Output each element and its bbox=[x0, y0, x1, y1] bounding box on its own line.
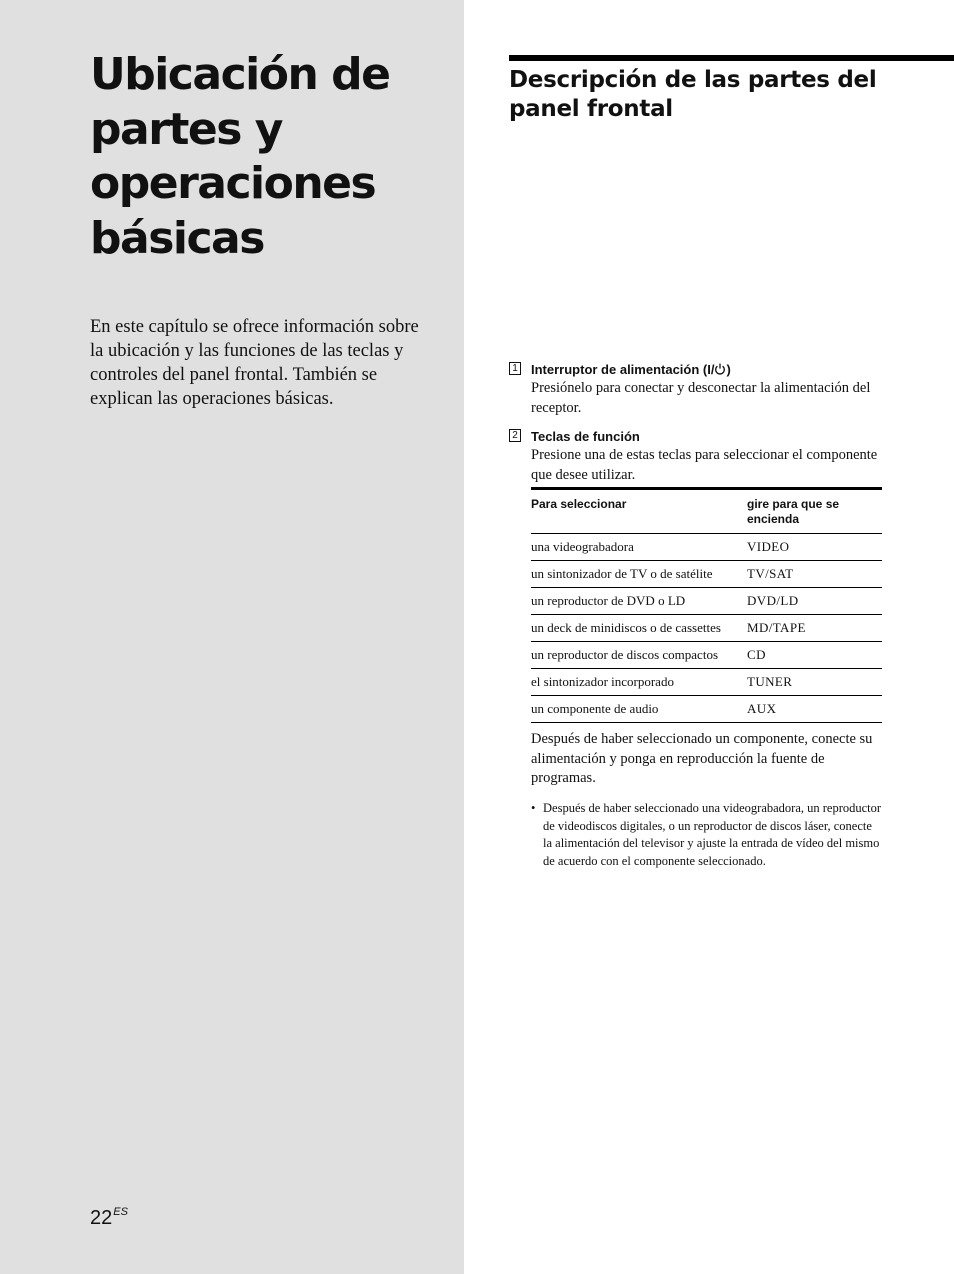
table-cell-key: VIDEO bbox=[747, 534, 882, 561]
power-standby-icon bbox=[714, 363, 726, 375]
page-number-suffix: ES bbox=[113, 1206, 128, 1218]
item-power-switch bbox=[509, 361, 889, 418]
note-text: Después de haber seleccionado una videograbadora, un reproductor de videodiscos digitales, o un reproductor de discos láser, conecte la alimentación del televisor y ajuste la entrada de vídeo del mismo de acuerdo con el componente seleccionado. bbox=[543, 801, 882, 869]
table-row bbox=[531, 669, 882, 696]
table-cell-component: un sintonizador de TV o de satélite bbox=[531, 561, 747, 588]
item-title bbox=[531, 361, 889, 379]
note-bullet: • bbox=[531, 801, 536, 815]
chapter-title: Ubicación de partes y operaciones básicas bbox=[90, 49, 390, 264]
section-title: Descripción de las partes del panel frontal bbox=[509, 67, 877, 122]
note bbox=[531, 800, 882, 871]
table-row bbox=[531, 642, 882, 669]
item-title-suffix: ) bbox=[726, 362, 731, 377]
page-number bbox=[90, 1206, 128, 1230]
item-description: Presione una de estas teclas para seleccionar el componente que desee utilizar. bbox=[531, 447, 878, 483]
table-row bbox=[531, 696, 882, 723]
table-cell-component: el sintonizador incorporado bbox=[531, 669, 747, 696]
item-title: Teclas de función bbox=[531, 429, 640, 444]
item-number-badge: 1 bbox=[509, 362, 521, 375]
section-rule bbox=[509, 55, 954, 61]
function-keys-table bbox=[531, 487, 882, 723]
item-title-prefix: Interruptor de alimentación (I/ bbox=[531, 362, 715, 377]
table-cell-component: una videograbadora bbox=[531, 534, 747, 561]
page-number-value: 22 bbox=[90, 1207, 113, 1229]
table-cell-component: un deck de minidiscos o de cassettes bbox=[531, 615, 747, 642]
item-number-badge: 2 bbox=[509, 429, 521, 442]
table-header-cell: Para seleccionar bbox=[531, 489, 747, 534]
table-cell-key: CD bbox=[747, 642, 882, 669]
table-header-cell: gire para que se encienda bbox=[747, 489, 882, 534]
table-cell-key: MD/TAPE bbox=[747, 615, 882, 642]
item-description: Presiónelo para conectar y desconectar la alimentación del receptor. bbox=[531, 380, 871, 416]
table-row bbox=[531, 615, 882, 642]
table-cell-key: TV/SAT bbox=[747, 561, 882, 588]
table-row bbox=[531, 588, 882, 615]
table-header-row bbox=[531, 489, 882, 534]
chapter-intro: En este capítulo se ofrece información sobre la ubicación y las funciones de las teclas y controles del panel frontal. También se explican las operaciones básicas. bbox=[90, 317, 419, 409]
table-cell-key: DVD/LD bbox=[747, 588, 882, 615]
after-selection-text: Después de haber seleccionado un componente, conecte su alimentación y ponga en reproducción la fuente de programas. bbox=[531, 731, 873, 786]
item-function-keys bbox=[509, 428, 889, 485]
table-cell-key: AUX bbox=[747, 696, 882, 723]
table-cell-key: TUNER bbox=[747, 669, 882, 696]
table-row bbox=[531, 561, 882, 588]
table-row bbox=[531, 534, 882, 561]
table-cell-component: un componente de audio bbox=[531, 696, 747, 723]
table-cell-component: un reproductor de discos compactos bbox=[531, 642, 747, 669]
table-cell-component: un reproductor de DVD o LD bbox=[531, 588, 747, 615]
